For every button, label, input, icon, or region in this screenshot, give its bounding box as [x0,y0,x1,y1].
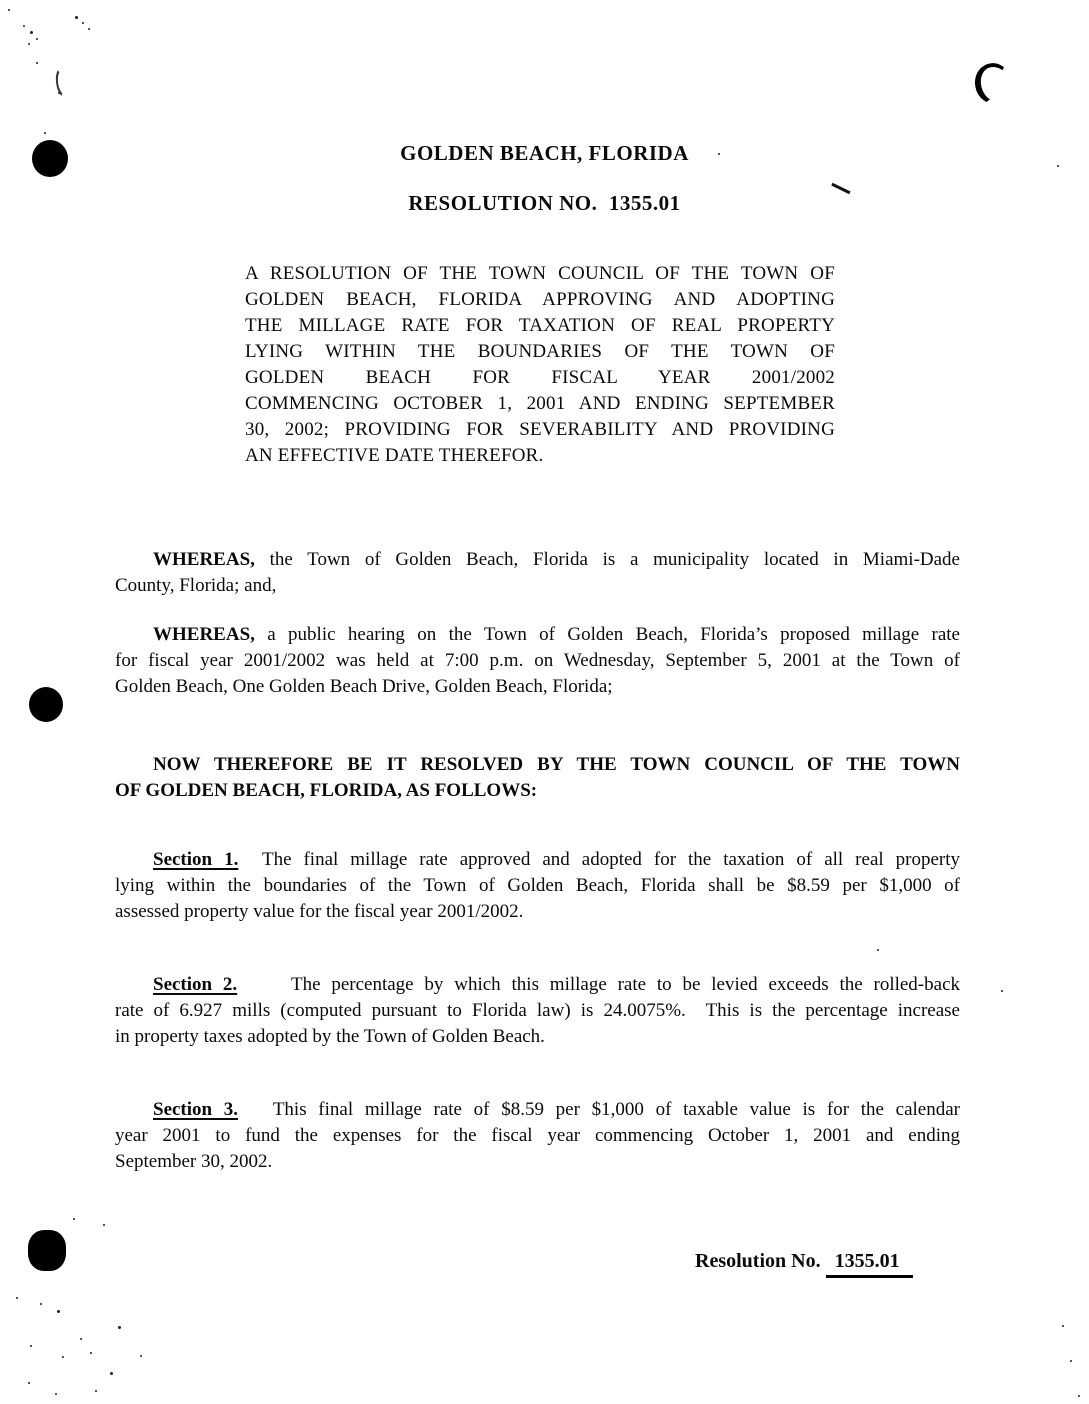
text-line: lying within the boundaries of the Town of Golden Beach, Florida shall be $8.59 per $1,000 of [115,875,960,896]
text-line: Golden Beach, One Golden Beach Drive, Golden Beach, Florida; [115,676,613,697]
text-line: assessed property value for the fiscal year 2001/2002. [115,901,524,922]
text-line: 30, 2002; PROVIDING FOR SEVERABILITY AND PROVIDING [245,419,835,440]
text-line: GOLDEN BEACH FOR FISCAL YEAR 2001/2002 [245,367,835,388]
section-3-paragraph [115,1097,960,1175]
scan-speck [877,949,879,951]
scan-speck [1070,1360,1072,1362]
punch-hole-mark-bottom [28,1230,66,1271]
scan-speck [58,92,60,94]
scan-speck [88,28,90,30]
scan-speck [62,1356,64,1358]
paren-scan-mark [971,60,1016,108]
scan-speck [57,1310,60,1313]
text-line: for fiscal year 2001/2002 was held at 7:00 p.m. on Wednesday, September 5, 2001 at the Town of [115,650,960,671]
scan-speck [55,1393,57,1395]
footer-resolution-line [695,1250,913,1278]
scan-speck [36,38,38,40]
scan-speck [36,62,38,64]
scan-speck [28,1382,30,1384]
scan-speck [75,16,78,19]
whereas-paragraph-1 [115,547,960,599]
resolved-clause [115,752,960,804]
scan-speck [44,132,46,134]
scan-speck [30,1345,32,1347]
text-line: in property taxes adopted by the Town of Golden Beach. [115,1026,545,1047]
footer-resolution-number: 1355.01 [826,1250,913,1278]
text-line: LYING WITHIN THE BOUNDARIES OF THE TOWN OF [245,341,835,362]
section-1-paragraph [115,847,960,925]
scan-speck [40,1303,42,1305]
text-line: COMMENCING OCTOBER 1, 2001 AND ENDING SEPTEMBER [245,393,835,414]
text-line: WHEREAS, a public hearing on the Town of Golden Beach, Florida’s proposed millage rate [153,624,960,645]
text-line: rate of 6.927 mills (computed pursuant to Florida law) is 24.0075%. This is the percentage increase [115,1000,960,1021]
scan-speck [1062,1325,1064,1327]
text-line: THE MILLAGE RATE FOR TAXATION OF REAL PROPERTY [245,315,835,336]
text-line: Section 1. The final millage rate approved and adopted for the taxation of all real property [153,849,960,870]
text-line: A RESOLUTION OF THE TOWN COUNCIL OF THE TOWN OF [245,263,835,284]
text-line: Section 3. This final millage rate of $8.59 per $1,000 of taxable value is for the calendar [153,1099,960,1120]
scan-speck [90,1352,92,1354]
footer-resolution-label: Resolution No. [695,1250,821,1272]
scan-speck [73,1218,75,1220]
scan-speck [103,1224,105,1226]
punch-hole-mark-middle [29,687,63,722]
scan-speck [110,1372,113,1375]
scan-speck [140,1355,142,1357]
document-title: GOLDEN BEACH, FLORIDA [400,141,689,165]
text-line: year 2001 to fund the expenses for the fiscal year commencing October 1, 2001 and ending [115,1125,960,1146]
scan-speck [80,1338,82,1340]
text-line: NOW THEREFORE BE IT RESOLVED BY THE TOWN COUNCIL OF THE TOWN [153,754,960,775]
scan-speck [82,22,84,24]
text-line: September 30, 2002. [115,1151,273,1172]
text-line: OF GOLDEN BEACH, FLORIDA, AS FOLLOWS: [115,780,538,801]
resolution-number-heading: RESOLUTION NO. 1355.01 [408,191,681,215]
text-line: AN EFFECTIVE DATE THEREFOR. [245,445,544,466]
scan-speck [95,1390,97,1392]
resolution-caption [245,261,835,469]
text-line: County, Florida; and, [115,575,277,596]
text-line: WHEREAS, the Town of Golden Beach, Florida is a municipality located in Miami-Dade [153,549,960,570]
scan-speck [1078,1395,1080,1397]
scan-speck [118,1326,121,1329]
scan-speck [28,43,30,45]
scan-speck [23,25,25,27]
scan-speck [1001,990,1003,992]
scan-speck [30,31,33,34]
section-2-paragraph [115,972,960,1050]
text-line: GOLDEN BEACH, FLORIDA APPROVING AND ADOPTING [245,289,835,310]
pencil-arc-mark [54,63,81,102]
scan-speck [8,9,10,11]
whereas-paragraph-2 [115,622,960,700]
scan-speck [16,1297,18,1299]
text-line: Section 2. The percentage by which this millage rate to be levied exceeds the rolled-back [153,974,960,995]
